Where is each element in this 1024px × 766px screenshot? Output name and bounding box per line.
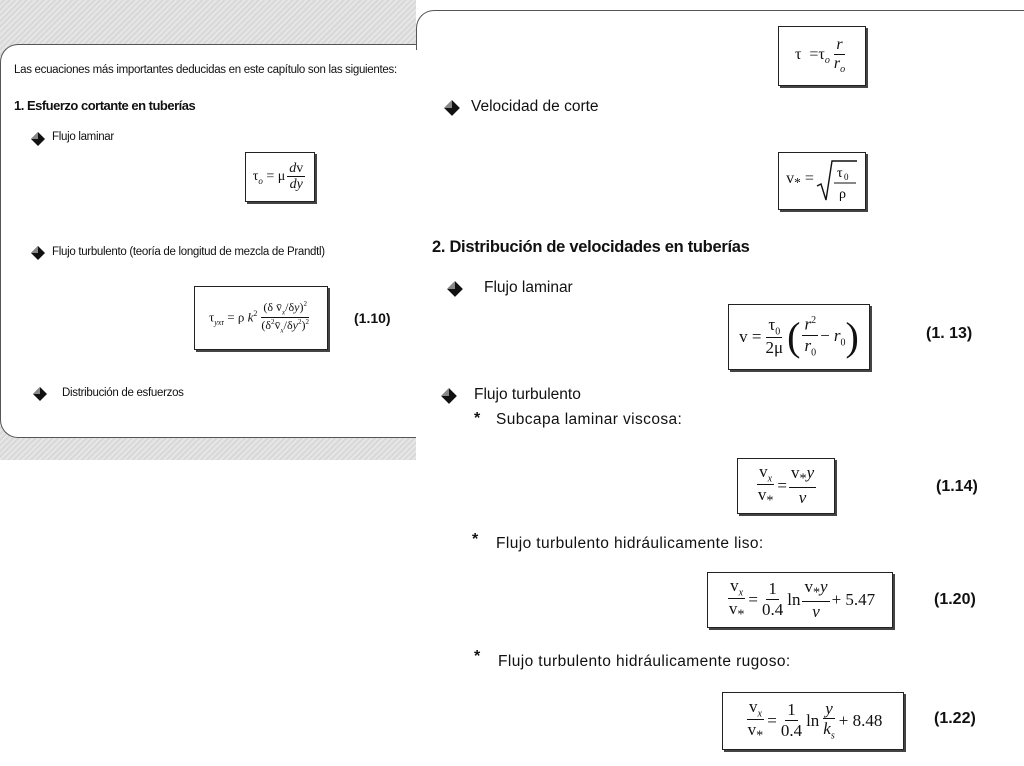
asterisk-bullet: * (474, 648, 481, 665)
svg-text:τ: τ (836, 166, 843, 181)
svg-text:ρ: ρ (838, 187, 846, 202)
equation-shear-velocity: $v_*$ = τ 0 ρ (778, 152, 866, 210)
sqrt-symbol (816, 158, 858, 204)
right-flujo-laminar-label: Flujo laminar (484, 279, 573, 296)
equation-laminar-velocity: v = $\frac{\tau_0}{2\mu}$ ( $\frac{r^2}{r_0}$ − $r_0$ ) (728, 304, 870, 370)
equation-number-1-13: (1. 13) (926, 325, 973, 342)
asterisk-bullet: * (472, 531, 479, 548)
diamond-bullet-icon (443, 99, 461, 117)
subcapa-laminar-label: Subcapa laminar viscosa: (496, 411, 683, 428)
flujo-turbulento-prandtl-label: Flujo turbulento (teoría de longitud de mezcla de Prandtl) (52, 246, 325, 258)
flujo-laminar-label: Flujo laminar (52, 131, 114, 143)
equation-number-1-14: (1.14) (936, 478, 978, 495)
equation-number-1-10: (1.10) (354, 310, 391, 326)
equation-rough-turbulent: $\frac{v_x}{v_*}$ = $\frac{1}{0.4}$ ln $\frac{y}{k_s}$ + 8.48 (722, 692, 904, 750)
diamond-bullet-icon (30, 131, 46, 147)
section-2-heading: 2. Distribución de velocidades en tuberías (432, 238, 750, 256)
equation-prandtl-shear: $\tau_{yxr} = \rho$ $k^2$ $\frac{(\delta v̄_x/\delta y)^2}{(\delta^2v̄_x/\delta y^2)^2}$ (194, 286, 328, 350)
equation-shear-distribution: $\tau =\tau_o$ $\frac{r}{r_o}$ (778, 26, 866, 86)
rugoso-label: Flujo turbulento hidráulicamente rugoso: (498, 653, 791, 670)
diamond-bullet-icon (30, 245, 46, 261)
diamond-bullet-icon (32, 386, 48, 402)
diamond-bullet-icon (446, 280, 464, 298)
equation-smooth-turbulent: $\frac{v_x}{v_*}$ = $\frac{1}{0.4}$ ln $\frac{v_*y}{\nu}$ + 5.47 (707, 572, 893, 628)
distribucion-esfuerzos-label: Distribución de esfuerzos (62, 387, 184, 399)
liso-label: Flujo turbulento hidráulicamente liso: (496, 535, 764, 552)
intro-text: Las ecuaciones más importantes deducidas en este capítulo son las siguientes: (14, 64, 397, 76)
velocidad-corte-label: Velocidad de corte (471, 98, 599, 115)
equation-number-1-22: (1.22) (934, 710, 976, 727)
diamond-bullet-icon (440, 387, 458, 405)
asterisk-bullet: * (474, 410, 481, 427)
section-1-heading: 1. Esfuerzo cortante en tuberías (14, 98, 196, 113)
equation-number-1-20: (1.20) (934, 591, 976, 608)
equation-laminar-shear: $\tau_o = \mu$ $\frac{dv}{dy}$ (245, 152, 315, 202)
right-page-border (416, 10, 1024, 50)
svg-text:0: 0 (843, 172, 849, 182)
right-flujo-turbulento-label: Flujo turbulento (474, 386, 581, 403)
equation-viscous-sublayer: $\frac{v_x}{v_*}$ = $\frac{v_*y}{\nu}$ (737, 458, 835, 514)
